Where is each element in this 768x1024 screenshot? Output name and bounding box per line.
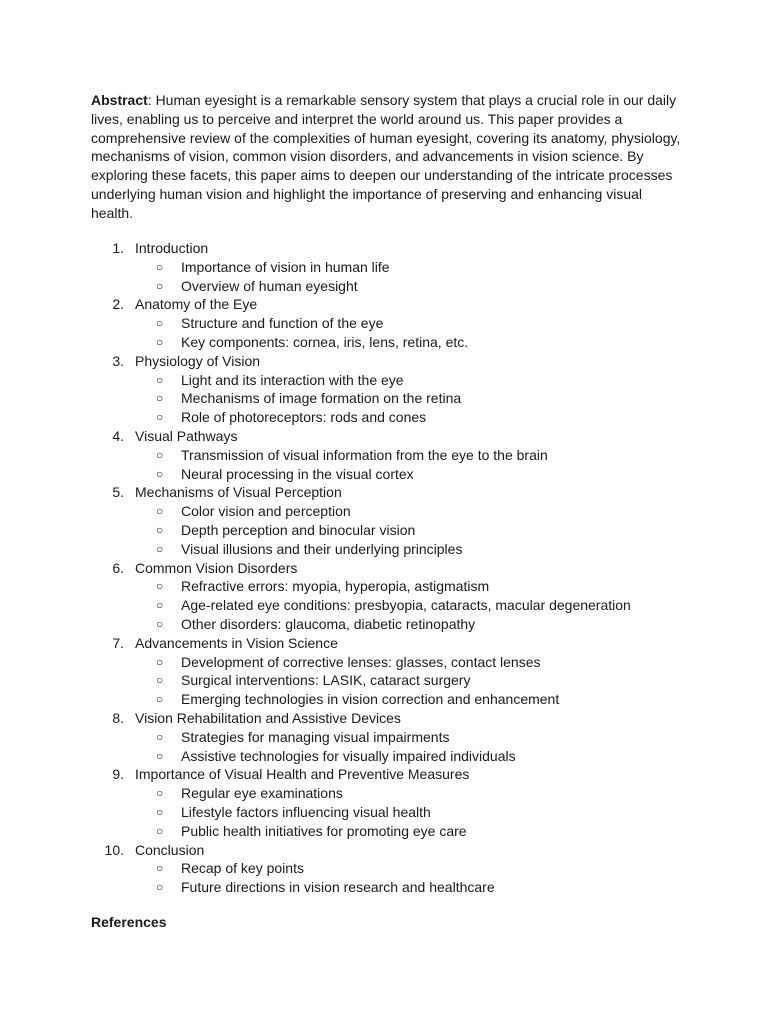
hollow-bullet-icon: ○ bbox=[156, 861, 164, 876]
subitem-text: Neural processing in the visual cortex bbox=[181, 465, 414, 482]
outline-subitem bbox=[0, 389, 768, 408]
section-title: Vision Rehabilitation and Assistive Devices bbox=[135, 709, 401, 726]
hollow-bullet-icon: ○ bbox=[156, 654, 164, 669]
section-title: Physiology of Vision bbox=[135, 352, 261, 369]
hollow-bullet-icon: ○ bbox=[156, 522, 164, 537]
outline-section bbox=[0, 765, 768, 840]
section-heading bbox=[0, 841, 768, 860]
outline-section bbox=[0, 295, 768, 351]
section-title: Advancements in Vision Science bbox=[135, 634, 338, 651]
hollow-bullet-icon: ○ bbox=[156, 598, 164, 613]
section-number: 9. bbox=[112, 766, 124, 783]
outline-section bbox=[0, 634, 768, 709]
subitem-text: Age-related eye conditions: presbyopia, cataracts, macular degeneration bbox=[181, 597, 631, 614]
hollow-bullet-icon: ○ bbox=[156, 880, 164, 895]
subitem-text: Role of photoreceptors: rods and cones bbox=[181, 409, 427, 426]
outline-subitem bbox=[0, 577, 768, 596]
subitem-list bbox=[0, 371, 768, 427]
abstract-paragraph bbox=[91, 91, 681, 223]
hollow-bullet-icon: ○ bbox=[156, 504, 164, 519]
subitem-text: Color vision and perception bbox=[181, 503, 351, 520]
subitem-list bbox=[0, 577, 768, 633]
outline-subitem bbox=[0, 859, 768, 878]
outline-section bbox=[0, 559, 768, 634]
abstract-text: : Human eyesight is a remarkable sensory system that plays a crucial role in our daily lives, enabling us to perceive and interpret the world around us. This paper provides a comprehensive review of the complexities of human eyesight, covering its anatomy, physiology, mechanisms of vision, common vision disorders, and advancements in vision science. By exploring these facets, this paper aims to deepen our understanding of the intricate processes underlying human vision and highlight the importance of preserving and enhancing visual health. bbox=[91, 92, 681, 221]
outline-subitem bbox=[0, 277, 768, 296]
subitem-text: Overview of human eyesight bbox=[181, 277, 358, 294]
outline-subitem bbox=[0, 747, 768, 766]
outline-section bbox=[0, 841, 768, 897]
section-title: Conclusion bbox=[135, 841, 205, 858]
hollow-bullet-icon: ○ bbox=[156, 372, 164, 387]
outline-subitem bbox=[0, 878, 768, 897]
hollow-bullet-icon: ○ bbox=[156, 259, 164, 274]
references-heading: References bbox=[91, 914, 167, 930]
subitem-text: Depth perception and binocular vision bbox=[181, 521, 416, 538]
subitem-text: Key components: cornea, iris, lens, retina, etc. bbox=[181, 333, 469, 350]
outline-subitem bbox=[0, 596, 768, 615]
section-heading bbox=[0, 427, 768, 446]
outline-section bbox=[0, 709, 768, 765]
section-heading bbox=[0, 765, 768, 784]
abstract-label: Abstract bbox=[91, 92, 148, 108]
outline-subitem bbox=[0, 371, 768, 390]
section-number: 1. bbox=[112, 240, 124, 256]
subitem-text: Assistive technologies for visually impaired individuals bbox=[181, 747, 516, 764]
section-title: Visual Pathways bbox=[135, 427, 238, 444]
section-heading bbox=[0, 634, 768, 653]
outline-section bbox=[0, 483, 768, 558]
subitem-text: Mechanisms of image formation on the retina bbox=[181, 390, 462, 407]
section-heading bbox=[0, 295, 768, 314]
outline-subitem bbox=[0, 803, 768, 822]
subitem-text: Future directions in vision research and healthcare bbox=[181, 879, 495, 896]
subitem-text: Strategies for managing visual impairments bbox=[181, 728, 450, 745]
outline-subitem bbox=[0, 728, 768, 747]
subitem-text: Public health initiatives for promoting eye care bbox=[181, 822, 467, 839]
subitem-text: Regular eye examinations bbox=[181, 785, 343, 802]
subitem-list bbox=[0, 446, 768, 484]
outline-subitem bbox=[0, 540, 768, 559]
hollow-bullet-icon: ○ bbox=[156, 673, 164, 688]
outline-subitem bbox=[0, 333, 768, 352]
subitem-list bbox=[0, 653, 768, 709]
hollow-bullet-icon: ○ bbox=[156, 823, 164, 838]
subitem-text: Light and its interaction with the eye bbox=[181, 371, 404, 388]
section-heading bbox=[0, 559, 768, 578]
section-heading bbox=[0, 239, 768, 258]
outline-subitem bbox=[0, 521, 768, 540]
outline-subitem bbox=[0, 784, 768, 803]
hollow-bullet-icon: ○ bbox=[156, 391, 164, 406]
outline-section bbox=[0, 352, 768, 427]
outline-section bbox=[0, 239, 768, 295]
section-number: 6. bbox=[112, 559, 124, 576]
subitem-text: Development of corrective lenses: glasses, contact lenses bbox=[181, 653, 541, 670]
section-number: 4. bbox=[112, 427, 124, 444]
section-number: 7. bbox=[112, 634, 124, 651]
section-number: 5. bbox=[112, 484, 124, 501]
subitem-text: Refractive errors: myopia, hyperopia, astigmatism bbox=[181, 578, 490, 595]
hollow-bullet-icon: ○ bbox=[156, 748, 164, 763]
outline-subitem bbox=[0, 314, 768, 333]
outline-subitem bbox=[0, 408, 768, 427]
hollow-bullet-icon: ○ bbox=[156, 616, 164, 631]
section-heading bbox=[0, 709, 768, 728]
subitem-text: Structure and function of the eye bbox=[181, 315, 384, 332]
subitem-text: Lifestyle factors influencing visual health bbox=[181, 803, 431, 820]
hollow-bullet-icon: ○ bbox=[156, 579, 164, 594]
subitem-list bbox=[0, 784, 768, 840]
hollow-bullet-icon: ○ bbox=[156, 334, 164, 349]
outline-subitem bbox=[0, 258, 768, 277]
subitem-text: Surgical interventions: LASIK, cataract surgery bbox=[181, 672, 471, 689]
outline-subitem bbox=[0, 690, 768, 709]
subitem-text: Emerging technologies in vision correction and enhancement bbox=[181, 691, 560, 708]
section-number: 10. bbox=[104, 841, 124, 858]
section-number: 3. bbox=[112, 352, 124, 369]
hollow-bullet-icon: ○ bbox=[156, 410, 164, 425]
subitem-list bbox=[0, 502, 768, 558]
section-title: Mechanisms of Visual Perception bbox=[135, 484, 342, 501]
subitem-list bbox=[0, 859, 768, 897]
hollow-bullet-icon: ○ bbox=[156, 447, 164, 462]
hollow-bullet-icon: ○ bbox=[156, 804, 164, 819]
section-title: Importance of Visual Health and Preventive Measures bbox=[135, 766, 470, 783]
section-title: Introduction bbox=[135, 240, 209, 256]
outline-subitem bbox=[0, 465, 768, 484]
outline-subitem bbox=[0, 671, 768, 690]
subitem-list bbox=[0, 314, 768, 352]
subitem-list bbox=[0, 258, 768, 296]
hollow-bullet-icon: ○ bbox=[156, 466, 164, 481]
subitem-text: Other disorders: glaucoma, diabetic retinopathy bbox=[181, 615, 476, 632]
outline-list bbox=[0, 239, 768, 897]
subitem-list bbox=[0, 728, 768, 766]
section-heading bbox=[0, 483, 768, 502]
outline-subitem bbox=[0, 822, 768, 841]
outline-section bbox=[0, 427, 768, 483]
hollow-bullet-icon: ○ bbox=[156, 316, 164, 331]
outline-subitem bbox=[0, 653, 768, 672]
hollow-bullet-icon: ○ bbox=[156, 786, 164, 801]
section-title: Common Vision Disorders bbox=[135, 559, 298, 576]
hollow-bullet-icon: ○ bbox=[156, 278, 164, 293]
hollow-bullet-icon: ○ bbox=[156, 692, 164, 707]
outline-subitem bbox=[0, 502, 768, 521]
hollow-bullet-icon: ○ bbox=[156, 729, 164, 744]
outline-subitem bbox=[0, 446, 768, 465]
subitem-text: Visual illusions and their underlying principles bbox=[181, 540, 463, 557]
section-heading bbox=[0, 352, 768, 371]
outline-subitem bbox=[0, 615, 768, 634]
subitem-text: Importance of vision in human life bbox=[181, 258, 390, 275]
section-number: 2. bbox=[112, 296, 124, 313]
section-number: 8. bbox=[112, 709, 124, 726]
hollow-bullet-icon: ○ bbox=[156, 541, 164, 556]
subitem-text: Transmission of visual information from the eye to the brain bbox=[181, 446, 548, 463]
subitem-text: Recap of key points bbox=[181, 860, 304, 877]
section-title: Anatomy of the Eye bbox=[135, 296, 258, 313]
